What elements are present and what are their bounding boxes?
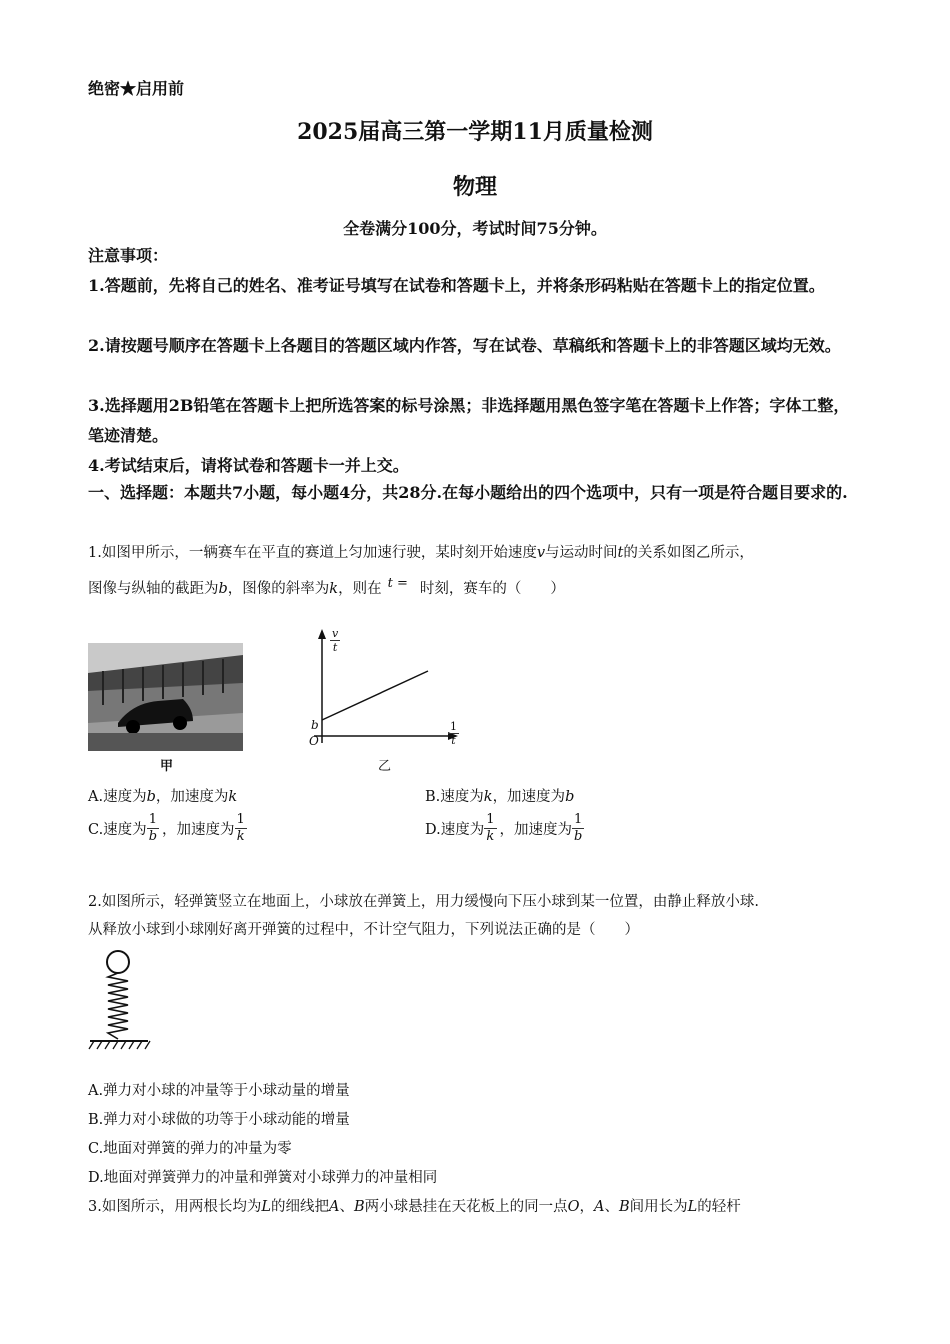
v-t-graph: [300, 625, 470, 755]
q3-text-line1: 3.如图所示，用两根长均为L的细线把A、B两小球悬挂在天花板上的同一点O，A、B间用长为L的轻杆: [88, 1199, 741, 1215]
exam-title: 2025届高三第一学期11月质量检测: [297, 119, 653, 145]
ground-hatching: [89, 1041, 150, 1049]
figure-jia-label: 甲: [160, 759, 174, 774]
secret-label: 绝密★启用前: [88, 79, 185, 98]
spring: [108, 973, 128, 1039]
q2-option-b[interactable]: B.弹力对小球做的功等于小球动能的增量: [88, 1112, 350, 1128]
q2-option-c[interactable]: C.地面对弹簧的弹力的冲量为零: [88, 1141, 292, 1157]
q2-option-d[interactable]: D.地面对弹簧弹力的冲量和弹簧对小球弹力的冲量相同: [88, 1170, 438, 1186]
graph-line: [322, 671, 428, 720]
y-axis-arrow: [318, 629, 326, 639]
note-1: 1.答题前，先将自己的姓名、准考证号填写在试卷和答题卡上，并将条形码粘贴在答题卡上的指定位置。: [88, 276, 825, 295]
q1-option-c[interactable]: C.速度为 $\frac{1}{b}$ ，加速度为 $\frac{1}{k}$: [88, 812, 245, 844]
ball: [107, 951, 129, 973]
note-2: 2.请按题号顺序在答题卡上各题目的答题区域内作答，写在试卷、草稿纸和答题卡上的非答题区域均无效。: [88, 336, 841, 355]
note-3: 3.选择题用2B铅笔在答题卡上把所选答案的标号涂黑；非选择题用黑色签字笔在答题卡上作答；字体工整，笔迹清楚。: [88, 396, 850, 445]
q2-text-line1: 2.如图所示，轻弹簧竖立在地面上，小球放在弹簧上，用力缓慢向下压小球到某一位置，由静止释放小球.: [88, 894, 759, 910]
q1-option-b[interactable]: B.速度为k，加速度为b: [425, 789, 575, 805]
q2-text-line2: 从释放小球到小球刚好离开弹簧的过程中，不计空气阻力，下列说法正确的是（ ）: [88, 922, 639, 938]
intercept-label: b: [311, 718, 319, 732]
y-axis-label: $\frac{v}{t}$: [332, 627, 339, 654]
subject-title: 物理: [452, 174, 497, 200]
q1-text-line1: 1.如图甲所示，一辆赛车在平直的赛道上匀加速行驶，某时刻开始速度v与运动时间t的关系如图乙所示，: [88, 545, 754, 561]
graph-svg: [300, 625, 470, 755]
race-car-photo: [88, 643, 243, 751]
q2-option-a[interactable]: A.弹力对小球的冲量等于小球动量的增量: [88, 1083, 350, 1099]
section-1-heading: 一、选择题：本题共7小题，每小题4分，共28分.在每小题给出的四个选项中，只有一项是符合题目要求的.: [88, 483, 848, 502]
exam-info: 全卷满分100分，考试时间75分钟。: [343, 219, 607, 238]
x-axis-label: $\frac{1}{t}$: [450, 720, 457, 747]
figure-yi-label: 乙: [378, 759, 392, 774]
note-4: 4.考试结束后，请将试卷和答题卡一并上交。: [88, 456, 409, 475]
q1-text-line2: 图像与纵轴的截距为b，图像的斜率为k，则在 t = 时刻，赛车的（ ）: [88, 576, 565, 597]
notes-heading: 注意事项：: [88, 246, 169, 265]
q1-option-d[interactable]: D.速度为 $\frac{1}{k}$ ，加速度为 $\frac{1}{b}$: [425, 812, 583, 844]
q1-option-a[interactable]: A.速度为b，加速度为k: [88, 789, 238, 805]
origin-label: O: [309, 734, 319, 748]
spring-ball-figure: [88, 945, 153, 1055]
